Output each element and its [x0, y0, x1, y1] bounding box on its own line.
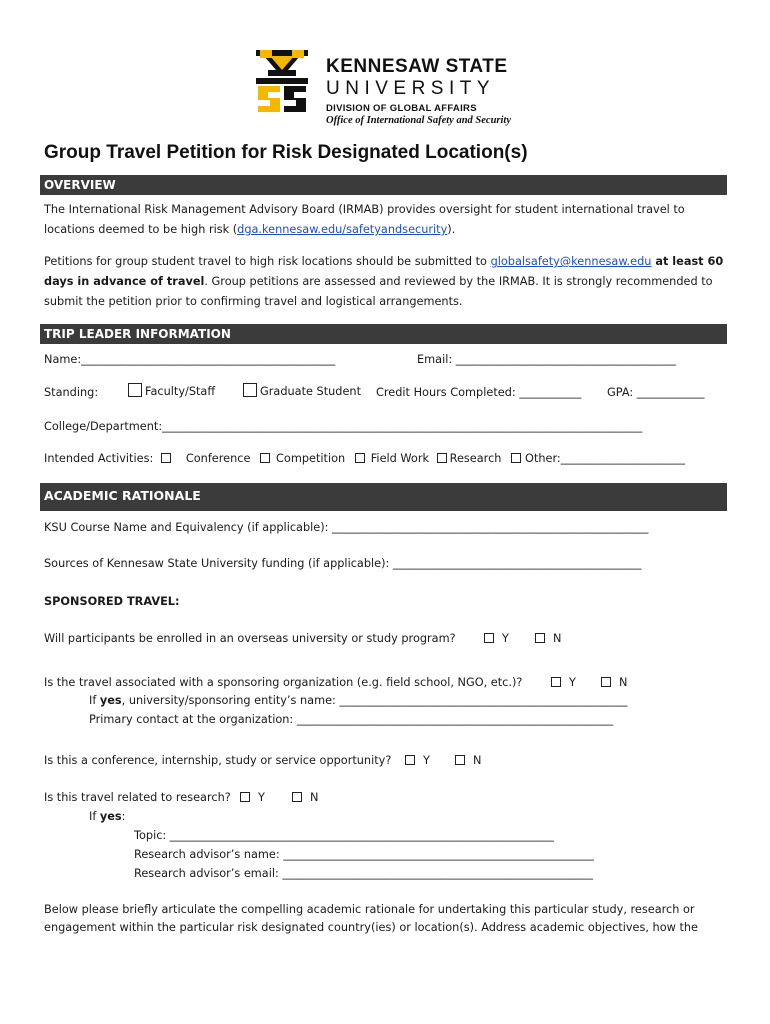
overview-heading-bar: [40, 175, 727, 195]
q4-no-option[interactable]: [292, 790, 318, 805]
overview-p1-line1: The International Risk Management Advisory Board (IRMAB) provides oversight for student international travel to: [44, 203, 685, 216]
other-checkbox[interactable]: [511, 453, 521, 463]
overview-p2-line3: submit the petition prior to confirming travel and logistical arrangements.: [44, 295, 463, 308]
research-label: Research: [449, 452, 502, 465]
logo-university-name: KENNESAW STATE: [326, 56, 508, 77]
funding-field[interactable]: Sources of Kennesaw State University funding (if applicable): ____________________________________________: [44, 557, 642, 570]
standing-label: Standing:: [44, 386, 99, 399]
q4-no-label: N: [310, 791, 319, 804]
q3-no-label: N: [473, 754, 482, 767]
q4-if-bold: yes: [99, 810, 122, 823]
logo-text-block: [326, 56, 511, 127]
other-field[interactable]: Other:______________________: [525, 452, 685, 465]
field-work-checkbox[interactable]: [355, 453, 365, 463]
field-work-label: Field Work: [370, 452, 430, 465]
logo-office: Office of International Safety and Security: [326, 115, 512, 126]
q2-text: Is the travel associated with a sponsoring organization (e.g. field school, NGO, etc.)?: [44, 676, 523, 689]
research-checkbox[interactable]: [437, 453, 447, 463]
overview-paragraph-2: [44, 252, 734, 312]
name-field[interactable]: Name:_____________________________________________: [44, 353, 336, 366]
gpa-field[interactable]: GPA: ____________: [607, 386, 705, 399]
q3-no-option[interactable]: [455, 753, 481, 768]
q1-no-checkbox[interactable]: [535, 633, 545, 643]
advisor-email-field[interactable]: Research advisor’s email: _______________________________________________________: [134, 867, 594, 880]
overview-p2-bold2: days in advance of travel: [44, 275, 205, 288]
overview-p2-line1: Petitions for group student travel to high risk locations should be submitted to: [44, 255, 491, 268]
overview-p1-line2-end: ).: [447, 223, 456, 236]
q3-yes-option[interactable]: [405, 753, 430, 768]
faculty-staff-checkbox[interactable]: [128, 383, 142, 397]
primary-contact-field[interactable]: Primary contact at the organization: ________________________________________________________: [89, 713, 614, 726]
advisor-name-field[interactable]: Research advisor’s name: _______________________________________________________: [134, 848, 594, 861]
trip-leader-heading: TRIP LEADER INFORMATION: [44, 327, 231, 341]
competition-checkbox[interactable]: [260, 453, 270, 463]
conference-label: Conference: [185, 452, 251, 465]
ksu-logo-mark: [250, 46, 314, 114]
q3-no-checkbox[interactable]: [455, 755, 465, 765]
trip-leader-heading-bar: [40, 324, 727, 344]
q4-text: Is this travel related to research?: [44, 791, 231, 804]
overview-paragraph-1: [44, 200, 734, 240]
q1-yes-checkbox[interactable]: [484, 633, 494, 643]
topic-field[interactable]: Topic: ____________________________________________________________________: [134, 829, 554, 842]
q4-if-prefix: If: [89, 810, 100, 823]
logo-division: DIVISION OF GLOBAL AFFAIRS: [326, 103, 477, 114]
q2-no-label: N: [619, 676, 628, 689]
q2-yes-label: Y: [569, 676, 576, 689]
q1-yes-label: Y: [502, 632, 509, 645]
q3-yes-checkbox[interactable]: [405, 755, 415, 765]
graduate-student-option[interactable]: [243, 383, 361, 399]
closing-line-1: Below please briefly articulate the compelling academic rationale for undertaking this particular study, research or: [44, 903, 695, 916]
q2-if-yes: yes: [99, 694, 122, 707]
faculty-staff-label: Faculty/Staff: [145, 385, 216, 398]
q2-sponsor-name-line: , university/sponsoring entity’s name: ___________________________________________________: [121, 694, 628, 707]
closing-line-2: engagement within the particular risk designated country(ies) or location(s). Address academic objectives, how the: [44, 921, 698, 934]
q2-yes-checkbox[interactable]: [551, 677, 561, 687]
faculty-staff-option[interactable]: [128, 383, 215, 399]
overview-p2-bold1: at least 60: [651, 255, 724, 268]
sponsor-name-field[interactable]: [89, 693, 628, 708]
graduate-student-checkbox[interactable]: [243, 383, 257, 397]
q3-yes-label: Y: [423, 754, 430, 767]
intended-activities-label: Intended Activities:: [44, 452, 154, 465]
q4-if-suffix: :: [121, 810, 126, 823]
q1-yes-option[interactable]: [484, 631, 509, 646]
course-field[interactable]: KSU Course Name and Equivalency (if applicable): ________________________________________________________: [44, 521, 649, 534]
overview-p1-line2: locations deemed to be high risk (: [44, 223, 238, 236]
q3-text: Is this a conference, internship, study or service opportunity?: [44, 754, 392, 767]
q1-no-option[interactable]: [535, 631, 561, 646]
college-department-field[interactable]: College/Department:_____________________________________________________________________________________: [44, 420, 643, 433]
logo-university-word: UNIVERSITY: [326, 78, 496, 99]
q1-no-label: N: [553, 632, 562, 645]
q2-no-checkbox[interactable]: [601, 677, 611, 687]
sponsored-travel-heading: SPONSORED TRAVEL:: [44, 595, 180, 608]
academic-heading: ACADEMIC RATIONALE: [44, 488, 201, 503]
page-title: Group Travel Petition for Risk Designated Location(s): [44, 142, 528, 163]
q2-yes-option[interactable]: [551, 675, 576, 690]
q4-if-yes: [89, 809, 125, 824]
q4-yes-label: Y: [258, 791, 265, 804]
credit-hours-field[interactable]: Credit Hours Completed: ___________: [376, 386, 582, 399]
q1-text: Will participants be enrolled in an overseas university or study program?: [44, 632, 456, 645]
overview-heading: OVERVIEW: [44, 178, 116, 192]
q4-no-checkbox[interactable]: [292, 792, 302, 802]
graduate-student-label: Graduate Student: [260, 385, 362, 398]
academic-heading-bar: [40, 483, 727, 511]
email-field[interactable]: Email: _______________________________________: [417, 353, 677, 366]
conference-checkbox[interactable]: [161, 453, 171, 463]
email-link[interactable]: globalsafety@kennesaw.edu: [490, 255, 652, 268]
q2-no-option[interactable]: [601, 675, 627, 690]
q4-yes-option[interactable]: [240, 790, 265, 805]
intended-activities-row: [44, 451, 685, 466]
overview-p2-line2: . Group petitions are assessed and reviewed by the IRMAB. It is strongly recommended to: [204, 275, 713, 288]
q2-if-prefix: If: [89, 694, 100, 707]
irmab-link[interactable]: dga.kennesaw.edu/safetyandsecurity: [237, 223, 448, 236]
competition-label: Competition: [276, 452, 346, 465]
q4-yes-checkbox[interactable]: [240, 792, 250, 802]
